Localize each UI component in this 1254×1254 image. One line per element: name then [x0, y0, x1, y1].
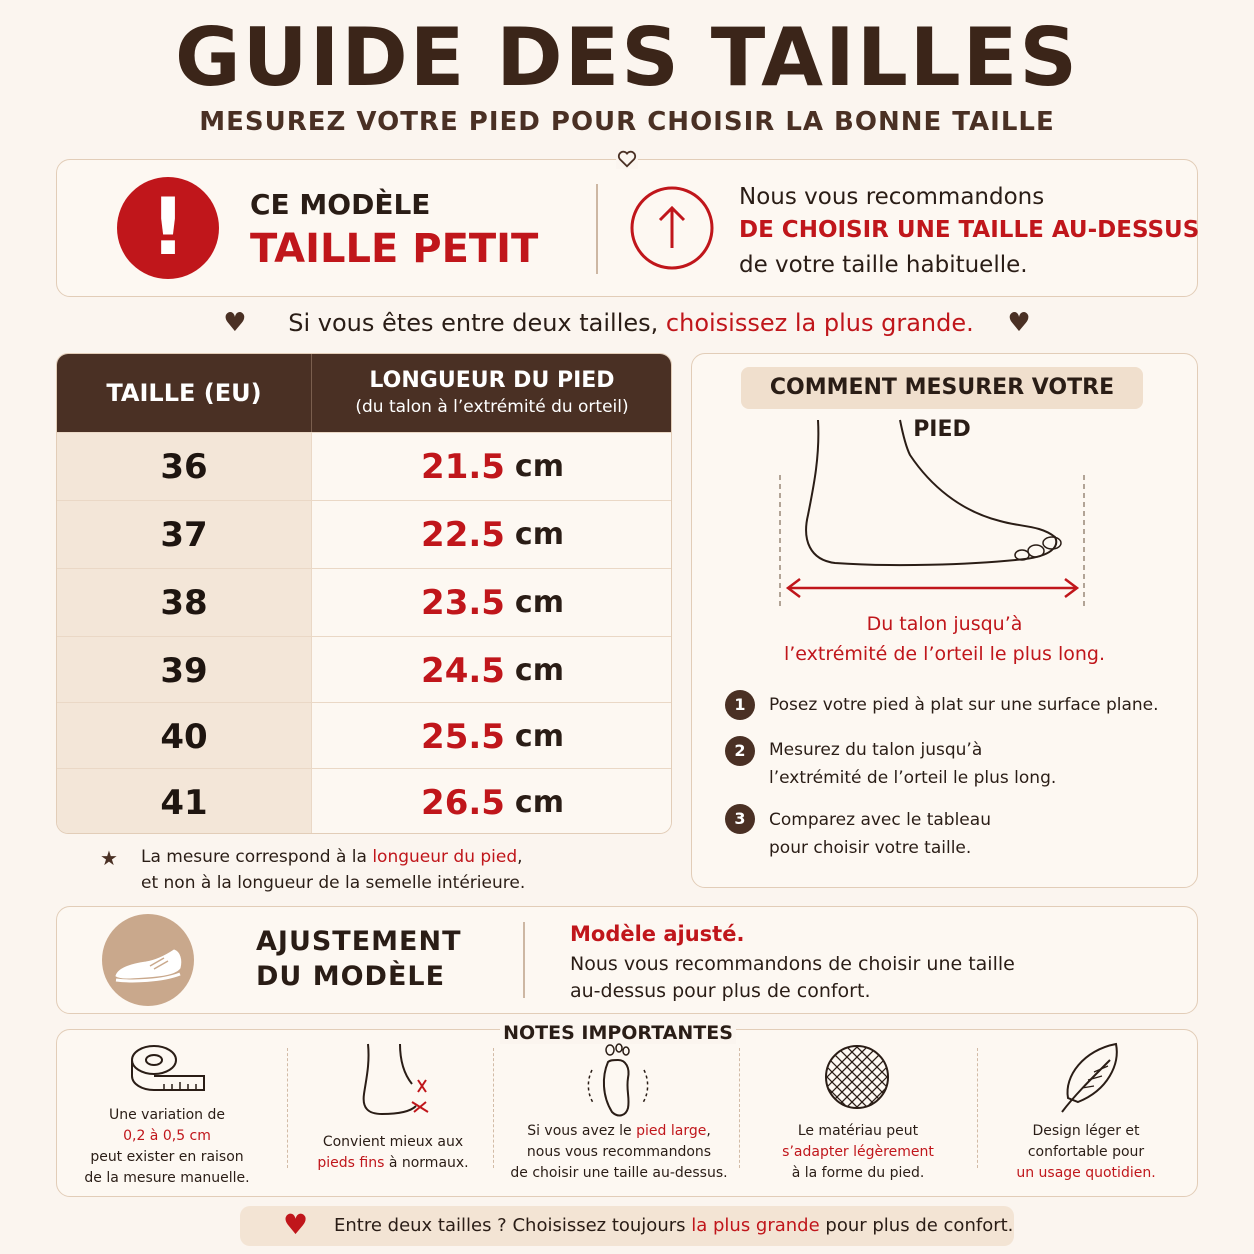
feather-icon: [1054, 1040, 1124, 1116]
table-row: [57, 432, 672, 499]
exclamation-icon: !: [117, 177, 219, 279]
note-highlight: 0,2 à 0,5 cm: [123, 1128, 211, 1144]
divider: [977, 1048, 978, 1168]
length-unit: cm: [514, 585, 564, 620]
length-value: 24.5: [421, 650, 505, 691]
note-text: confortable pour: [1027, 1144, 1145, 1160]
table-row: [57, 768, 672, 834]
footer-text-part: Entre deux tailles ? Choisissez toujours: [334, 1215, 692, 1236]
measure-caption-1: Du talon jusqu’à: [866, 613, 1023, 635]
column-header-length-sub: (du talon à l’extrémité du orteil): [355, 397, 629, 417]
model-label: CE MODÈLE: [250, 188, 431, 221]
length-unit: cm: [514, 517, 564, 552]
foot-icon: [770, 415, 1100, 615]
fit-highlight: Modèle ajusté.: [570, 922, 745, 946]
fit-line-1: Nous vous recommandons de choisir une taille: [570, 953, 1015, 975]
length-value: 25.5: [421, 716, 505, 757]
heart-icon: ♥: [283, 1208, 309, 1241]
note-text: Convient mieux aux: [322, 1134, 464, 1150]
table-row: [57, 702, 672, 769]
table-row: [57, 636, 672, 703]
step-number: 2: [725, 736, 755, 766]
between-text: Si vous êtes entre deux tailles,: [288, 309, 659, 337]
fit-title-1: AJUSTEMENT: [256, 926, 462, 957]
length-value: 23.5: [421, 582, 505, 623]
length-unit: cm: [514, 449, 564, 484]
note-text: peut exister en raison: [90, 1149, 244, 1165]
length-unit: cm: [514, 719, 564, 754]
footer-highlight: la plus grande: [691, 1215, 820, 1236]
note-text: à normaux.: [384, 1155, 469, 1171]
page-subtitle: MESUREZ VOTRE PIED POUR CHOISIR LA BONNE TAILLE: [199, 107, 1055, 137]
note-text: Le matériau peut: [797, 1123, 919, 1139]
measure-caption-2: l’extrémité de l’orteil le plus long.: [783, 643, 1106, 665]
note-text: de la mesure manuelle.: [84, 1170, 250, 1186]
heart-icon: ♥: [1007, 308, 1031, 338]
arrow-up-icon: [630, 186, 714, 270]
length-value: 21.5: [421, 446, 505, 487]
length-cell: [311, 703, 672, 770]
table-header: [57, 354, 672, 432]
divider: [287, 1048, 288, 1168]
column-header-size: TAILLE (EU): [106, 379, 262, 407]
fit-line-2: au-dessus pour plus de confort.: [570, 980, 871, 1002]
model-fit: TAILLE PETIT: [250, 226, 539, 272]
note-highlight: s’adapter légèrement: [782, 1144, 934, 1160]
size-cell: 37: [57, 501, 311, 568]
note-highlight: pied large: [636, 1123, 707, 1139]
note-item-2: [298, 1132, 488, 1174]
table-row: [57, 500, 672, 567]
between-sizes-line: [0, 308, 1254, 338]
footer-text: [334, 1215, 1013, 1236]
divider: [523, 922, 525, 998]
step-number: 3: [725, 804, 755, 834]
length-cell: [311, 637, 672, 704]
table-row: [57, 568, 672, 635]
recommendation-line-3: de votre taille habituelle.: [739, 252, 1028, 278]
footprint-icon: [582, 1042, 654, 1118]
notes-title: NOTES IMPORTANTES: [500, 1022, 736, 1044]
column-header-length-title: LONGUEUR DU PIED: [369, 368, 615, 393]
recommendation-line-1: Nous vous recommandons: [739, 184, 1045, 210]
length-cell: [311, 501, 672, 568]
size-cell: 36: [57, 433, 311, 500]
step-text: Mesurez du talon jusqu’à: [769, 740, 983, 760]
heart-icon: ♥: [223, 308, 247, 338]
note-text: La mesure correspond à la: [141, 847, 373, 867]
between-highlight: choisissez la plus grande.: [665, 309, 974, 337]
fit-title-2: DU MODÈLE: [256, 961, 446, 992]
note-item-5: [990, 1121, 1182, 1184]
length-cell: [311, 769, 672, 834]
length-cell: [311, 433, 672, 500]
size-cell: 41: [57, 769, 311, 834]
divider: [739, 1048, 740, 1168]
mesh-icon: [824, 1044, 890, 1110]
step-text: Comparez avec le tableau: [769, 810, 991, 830]
note-item-1: [62, 1105, 272, 1189]
step-text: Posez votre pied à plat sur une surface plane.: [769, 695, 1159, 715]
size-cell: 38: [57, 569, 311, 636]
heart-icon: [616, 149, 638, 169]
measure-note-line-1: [141, 847, 523, 867]
step-text: pour choisir votre taille.: [769, 838, 972, 858]
note-text: Si vous avez le: [527, 1123, 637, 1139]
note-text: ,: [517, 847, 523, 867]
step-number: 1: [725, 690, 755, 720]
note-text: Design léger et: [1032, 1123, 1140, 1139]
note-text: Une variation de: [108, 1107, 226, 1123]
size-cell: 39: [57, 637, 311, 704]
column-header-length: [311, 354, 672, 432]
note-highlight: longueur du pied: [372, 847, 518, 867]
measure-note-line-2: et non à la longueur de la semelle intérieure.: [141, 873, 526, 893]
length-unit: cm: [514, 785, 564, 820]
note-item-3: [506, 1121, 732, 1184]
size-cell: 40: [57, 703, 311, 770]
length-value: 22.5: [421, 514, 505, 555]
divider: [596, 184, 598, 274]
size-table: [56, 353, 672, 834]
step-text: l’extrémité de l’orteil le plus long.: [769, 768, 1057, 788]
measure-title: COMMENT MESURER VOTRE PIED: [741, 367, 1143, 409]
star-icon: ★: [100, 846, 118, 870]
note-text: ,: [706, 1123, 711, 1139]
footer-text-part: pour plus de confort.: [819, 1215, 1014, 1236]
note-item-4: [752, 1121, 964, 1184]
note-text: à la forme du pied.: [791, 1165, 925, 1181]
shoe-icon: [102, 914, 194, 1006]
length-cell: [311, 569, 672, 636]
narrow-foot-icon: [354, 1040, 438, 1122]
note-highlight: un usage quotidien.: [1016, 1165, 1156, 1181]
length-value: 26.5: [421, 782, 505, 823]
tape-measure-icon: [128, 1040, 210, 1100]
note-text: nous vous recommandons: [526, 1144, 712, 1160]
page-title: GUIDE DES TAILLES: [174, 11, 1080, 104]
length-unit: cm: [514, 653, 564, 688]
recommendation-line-2: DE CHOISIR UNE TAILLE AU-DESSUS: [739, 217, 1200, 243]
divider: [493, 1048, 494, 1168]
note-highlight: pieds fins: [317, 1155, 385, 1171]
note-text: de choisir une taille au-dessus.: [510, 1165, 728, 1181]
